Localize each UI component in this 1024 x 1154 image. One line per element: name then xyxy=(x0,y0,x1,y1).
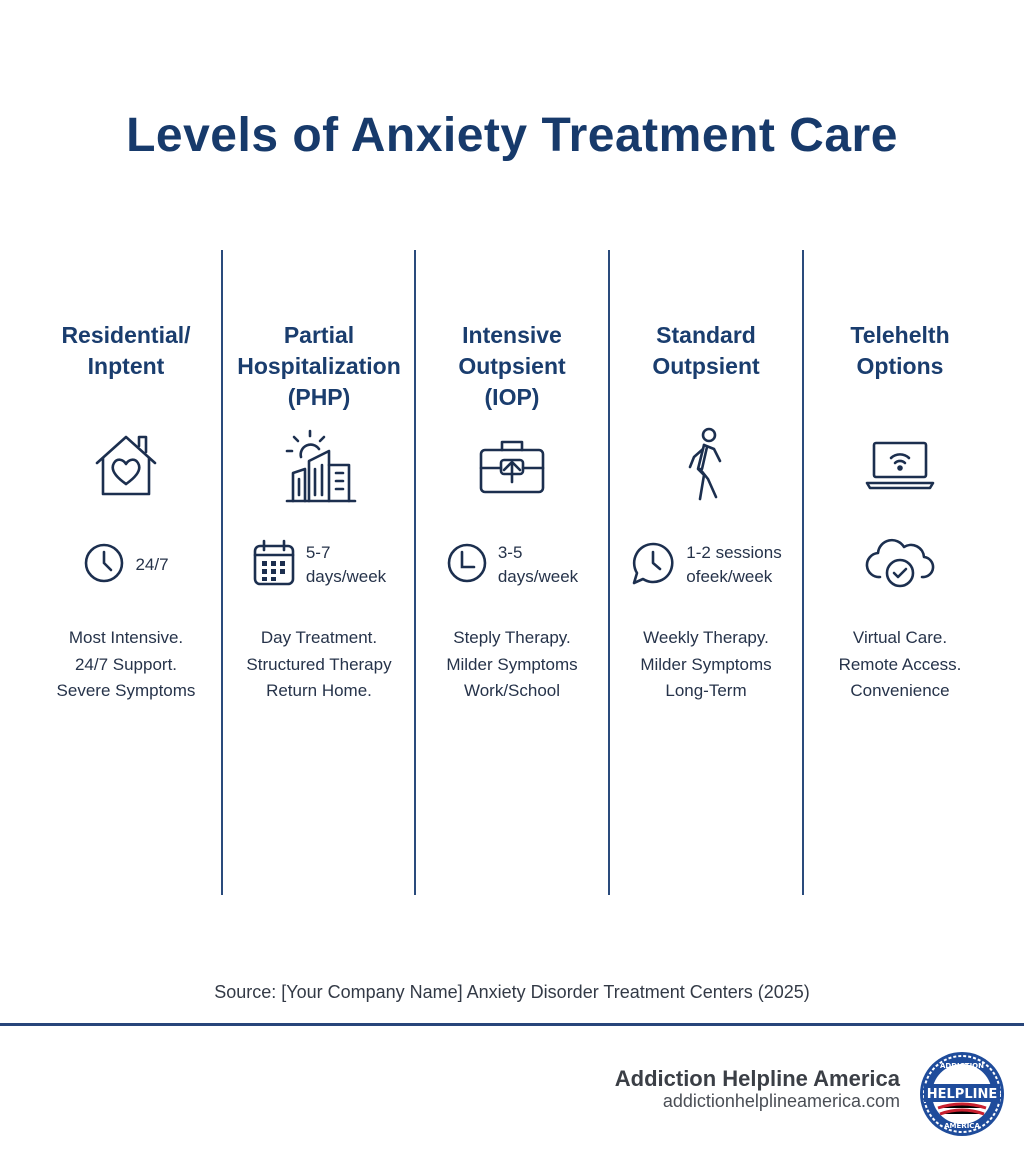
walking-person-icon xyxy=(661,420,751,510)
frequency-line: 5-7 xyxy=(305,543,331,562)
column-divider xyxy=(608,250,610,895)
laptop-wifi-icon xyxy=(855,420,945,510)
description-line: Day Treatment. xyxy=(260,628,378,647)
description-line: Return Home. xyxy=(266,681,372,700)
column-description xyxy=(26,625,226,705)
column-divider xyxy=(802,250,804,895)
badge-top-text: ADDICTION xyxy=(940,1062,984,1070)
description-line: Remote Access. xyxy=(838,654,962,674)
description-line: Most Intensive. xyxy=(68,628,184,647)
column-divider xyxy=(414,250,416,895)
frequency xyxy=(224,535,414,595)
badge-bottom-text: AMERICA xyxy=(944,1122,980,1130)
title-line: Telehelth xyxy=(850,322,950,348)
frequency-line: days/week xyxy=(497,567,579,586)
frequency-line: 24/7 xyxy=(135,555,169,574)
building-sun-icon xyxy=(274,420,364,510)
source-note: Source: [Your Company Name] Anxiety Disorder Treatment Centers (2025) xyxy=(214,982,810,1002)
frequency-text xyxy=(498,541,578,589)
brand-name: Addiction Helpline America xyxy=(614,1066,900,1091)
column-description xyxy=(611,625,801,705)
frequency-line: 3-5 xyxy=(497,543,523,562)
column-residential xyxy=(26,320,226,740)
column-title xyxy=(224,320,414,413)
frequency-line: days/week xyxy=(305,567,387,586)
column-title xyxy=(611,320,801,382)
brand-url[interactable]: addictionhelplineamerica.com xyxy=(662,1091,900,1111)
title-line: Hospitalization xyxy=(237,353,401,379)
footer-divider xyxy=(0,1023,1024,1026)
description-line: Milder Symptoms xyxy=(446,654,578,674)
description-line: Milder Symptoms xyxy=(640,654,772,674)
frequency-line: ofeek/week xyxy=(686,567,773,586)
description-line: Steply Therapy. xyxy=(453,628,571,647)
description-line: Virtual Care. xyxy=(852,628,948,647)
column-description xyxy=(417,625,607,705)
description-line: Convenience xyxy=(850,681,950,700)
column-standard-outpatient xyxy=(611,320,801,740)
frequency-text xyxy=(306,541,386,589)
clock-icon xyxy=(446,542,488,589)
frequency xyxy=(611,535,801,595)
column-title xyxy=(26,320,226,382)
column-title xyxy=(417,320,607,413)
title-line: (PHP) xyxy=(287,384,351,410)
description-line: Structured Therapy xyxy=(246,654,392,674)
cloud-check-icon xyxy=(862,535,938,596)
speech-clock-icon xyxy=(630,540,676,591)
description-line: 24/7 Support. xyxy=(74,654,178,674)
description-line: Long-Term xyxy=(665,681,747,700)
frequency-line: 1-2 sessions xyxy=(686,543,782,562)
frequency xyxy=(805,535,995,595)
frequency-text xyxy=(135,553,168,577)
description-line: Severe Symptoms xyxy=(56,681,196,700)
briefcase-icon xyxy=(467,420,557,510)
frequency xyxy=(26,535,226,595)
title-line: Outpsient xyxy=(458,353,566,379)
calendar-icon xyxy=(252,538,296,593)
title-line: Partial xyxy=(283,322,355,348)
title-line: (IOP) xyxy=(484,384,540,410)
column-description xyxy=(805,625,995,705)
title-line: Inptent xyxy=(87,353,165,379)
page-title: Levels of Anxiety Treatment Care xyxy=(126,109,898,162)
house-heart-icon xyxy=(81,420,171,510)
title-line: Standard xyxy=(656,322,756,348)
badge-text: HELPLINE xyxy=(926,1087,998,1102)
title-line: Options xyxy=(856,353,944,379)
column-description xyxy=(224,625,414,705)
brand-badge-logo xyxy=(918,1050,1006,1138)
clock-icon xyxy=(83,542,125,589)
title-line: Intensive xyxy=(462,322,562,348)
frequency xyxy=(417,535,607,595)
column-telehealth xyxy=(805,320,995,740)
title-line: Outpsient xyxy=(652,353,760,379)
column-title xyxy=(805,320,995,382)
description-line: Work/School xyxy=(463,681,561,700)
description-line: Weekly Therapy. xyxy=(643,628,769,647)
title-line: Residential/ xyxy=(61,322,191,348)
column-intensive-outpatient xyxy=(417,320,607,740)
column-partial-hospitalization xyxy=(224,320,414,740)
frequency-text xyxy=(686,541,781,589)
